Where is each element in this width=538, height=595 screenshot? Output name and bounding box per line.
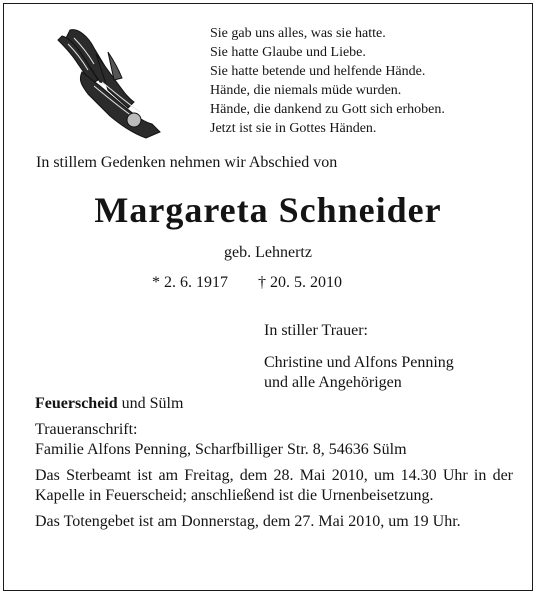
poem-line: Sie gab uns alles, was sie hatte.: [210, 26, 386, 41]
poem-line: Hände, die niemals müde wurden.: [210, 83, 402, 98]
address-value: Familie Alfons Penning, Scharfbilliger Str. 8, 54636 Sülm: [35, 441, 407, 458]
birth-date: * 2. 6. 1917: [152, 274, 228, 291]
deceased-name: Margareta Schneider: [94, 190, 442, 230]
intro-text: In stillem Gedenken nehmen wir Abschied von: [36, 154, 338, 171]
funeral-notice: Das Sterbeamt ist am Freitag, dem 28. Mai 2010, um 14.30 Uhr in der Kapelle in Feuerscheid; anschließend ist die Urnenbeisetzung.: [35, 467, 513, 504]
death-date: † 20. 5. 2010: [258, 274, 342, 291]
mourners-heading: In stiller Trauer:: [264, 322, 368, 339]
place-line: [35, 394, 513, 414]
life-dates: [152, 274, 342, 292]
obituary-frame: [3, 3, 533, 591]
place-bold: Feuerscheid: [35, 395, 118, 412]
prayer-notice: Das Totengebet ist am Donnerstag, dem 27. Mai 2010, um 19 Uhr.: [35, 513, 461, 530]
mourners: [264, 321, 454, 393]
poem-line: Sie hatte Glaube und Liebe.: [210, 45, 366, 60]
mourners-line: Christine und Alfons Penning: [264, 354, 454, 371]
notice-body: [35, 394, 513, 532]
mourners-line: und alle Angehörigen: [264, 374, 402, 391]
poem-line: Jetzt ist sie in Gottes Händen.: [210, 121, 377, 136]
place-rest: und Sülm: [117, 395, 184, 412]
birth-name: geb. Lehnertz: [224, 244, 312, 261]
poem-line: Sie hatte betende und helfende Hände.: [210, 64, 426, 79]
address-label: Traueranschrift:: [35, 421, 138, 438]
praying-hands-icon: [48, 24, 166, 142]
poem-line: Hände, die dankend zu Gott sich erhoben.: [210, 102, 445, 117]
poem: [210, 24, 445, 138]
